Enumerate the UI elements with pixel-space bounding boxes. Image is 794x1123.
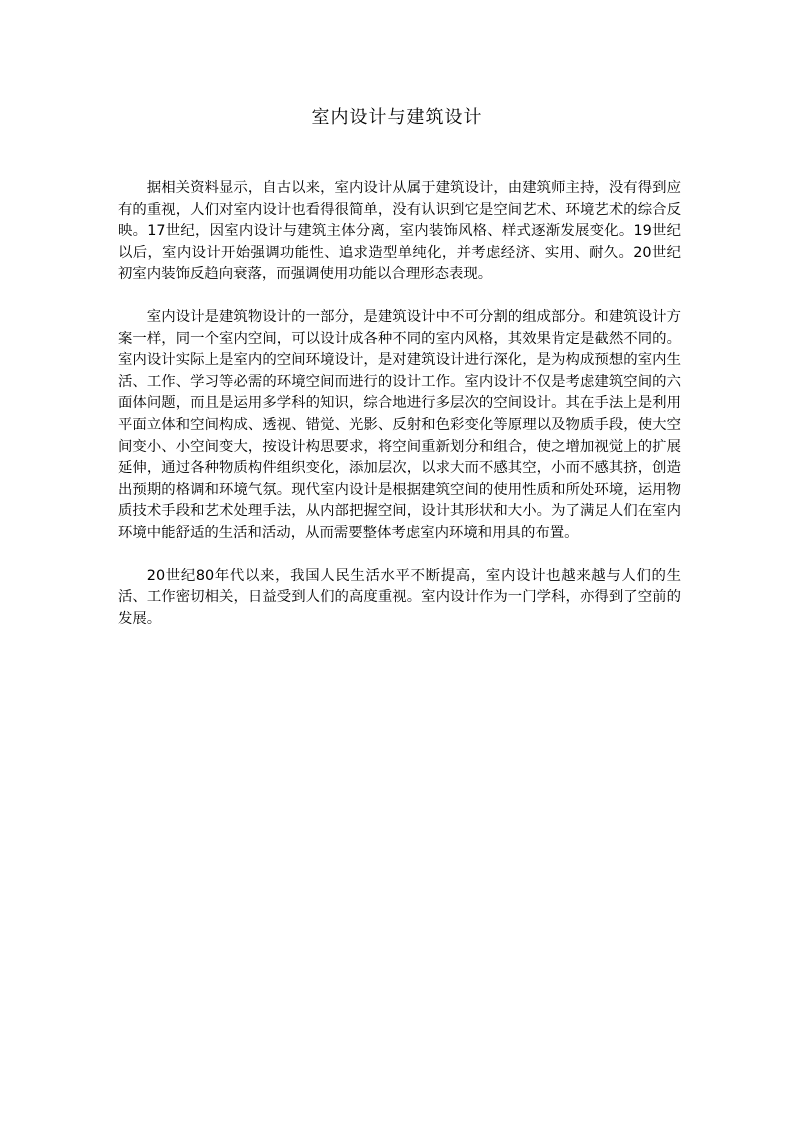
page-title: 室内设计与建筑设计 — [311, 107, 483, 128]
document-body — [118, 178, 681, 651]
paragraph-2: 室内设计是建筑物设计的一部分，是建筑设计中不可分割的组成部分。和建筑设计方案一样，同一个室内空间，可以设计成各种不同的室内风格，其效果肯定是截然不同的。室内设计实际上是室内的空间环境设计，是对建筑设计进行深化，是为构成预想的室内生活、工作、学习等必需的环境空间而进行的设计工作。室内设计不仅是考虑建筑空间的六面体问题，而且是运用多学科的知识，综合地进行多层次的空间设计。其在手法上是利用平面立体和空间构成、透视、错觉、光影、反射和色彩变化等原理以及物质手段，使大空间变小、小空间变大，按设计构思要求，将空间重新划分和组合，使之增加视觉上的扩展延伸，通过各种物质构件组织变化，添加层次，以求大而不感其空，小而不感其挤，创造出预期的格调和环境气氛。现代室内设计是根据建筑空间的使用性质和所处环境，运用物质技术手段和艺术处理手法，从内部把握空间，设计其形状和大小。为了满足人们在室内环境中能舒适的生活和活动，从而需要整体考虑室内环境和用具的布置。 — [118, 308, 681, 541]
paragraph-1: 据相关资料显示，自古以来，室内设计从属于建筑设计，由建筑师主持，没有得到应有的重视，人们对室内设计也看得很简单，没有认识到它是空间艺术、环境艺术的综合反映。17世纪，因室内设计与建筑主体分离，室内装饰风格、样式逐渐发展变化。19世纪以后，室内设计开始强调功能性、追求造型单纯化，并考虑经济、实用、耐久。20世纪初室内装饰反趋向衰落，而强调使用功能以合理形态表现。 — [118, 180, 681, 283]
paragraph-3: 20世纪80年代以来，我国人民生活水平不断提高，室内设计也越来越与人们的生活、工作密切相关，日益受到人们的高度重视。室内设计作为一门学科，亦得到了空前的发展。 — [118, 567, 681, 627]
